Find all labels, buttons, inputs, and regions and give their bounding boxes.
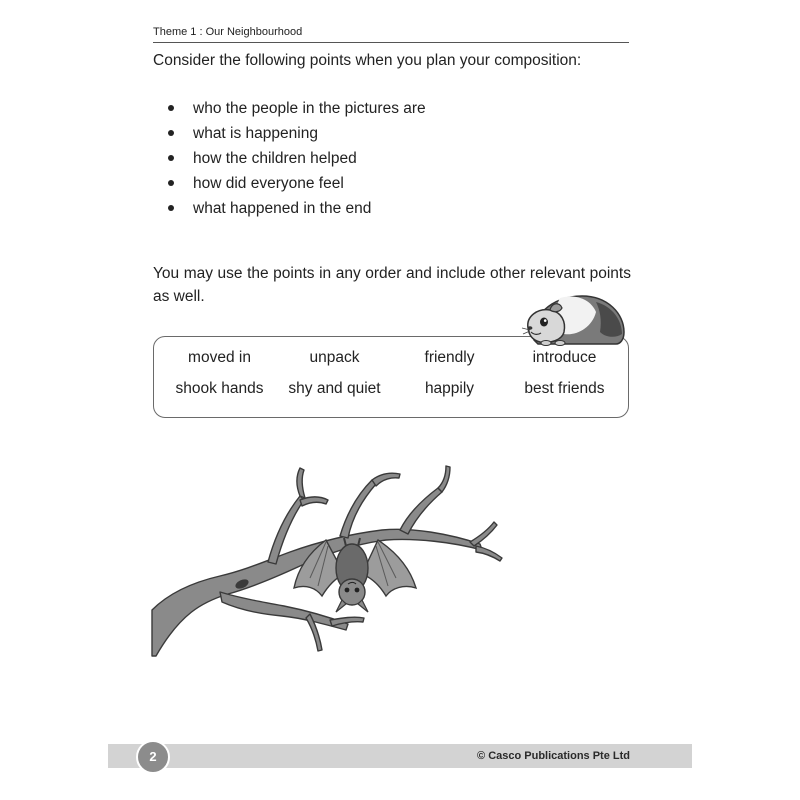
point-text: what happened in the end — [193, 200, 372, 217]
bullet-icon — [168, 155, 174, 161]
list-item — [168, 196, 426, 221]
word-bank-word: unpack — [309, 349, 360, 366]
list-item — [168, 171, 426, 196]
list-item — [168, 96, 426, 121]
word-bank-word: shy and quiet — [288, 380, 381, 397]
word-bank-word: moved in — [188, 349, 251, 366]
hamster-icon — [520, 288, 628, 346]
word-bank-word: friendly — [424, 349, 475, 366]
bullet-icon — [168, 105, 174, 111]
bat-on-branch-illustration — [150, 460, 510, 665]
list-item — [168, 146, 426, 171]
header-rule — [153, 42, 629, 43]
bullet-icon — [168, 180, 174, 186]
word-bank-word: shook hands — [175, 380, 264, 397]
word-bank-word: happily — [424, 380, 475, 397]
list-item — [168, 121, 426, 146]
point-text: how did everyone feel — [193, 175, 344, 192]
word-bank-word: introduce — [532, 349, 597, 366]
point-text: what is happening — [193, 125, 318, 142]
page-number: 2 — [136, 740, 170, 774]
point-text: how the children helped — [193, 150, 357, 167]
word-bank-grid — [162, 347, 622, 409]
bullet-icon — [168, 130, 174, 136]
word-bank-box — [153, 336, 629, 418]
order-instruction: You may use the points in any order and include other relevant points as well. — [153, 265, 631, 305]
word-bank-word: best friends — [524, 380, 605, 397]
bullet-icon — [168, 205, 174, 211]
point-text: who the people in the pictures are — [193, 100, 426, 117]
theme-title: Theme 1 : Our Neighbourhood — [153, 26, 303, 38]
copyright-text: © Casco Publications Pte Ltd — [477, 750, 630, 762]
intro-instruction: Consider the following points when you plan your composition: — [153, 52, 582, 69]
points-list — [168, 96, 426, 221]
